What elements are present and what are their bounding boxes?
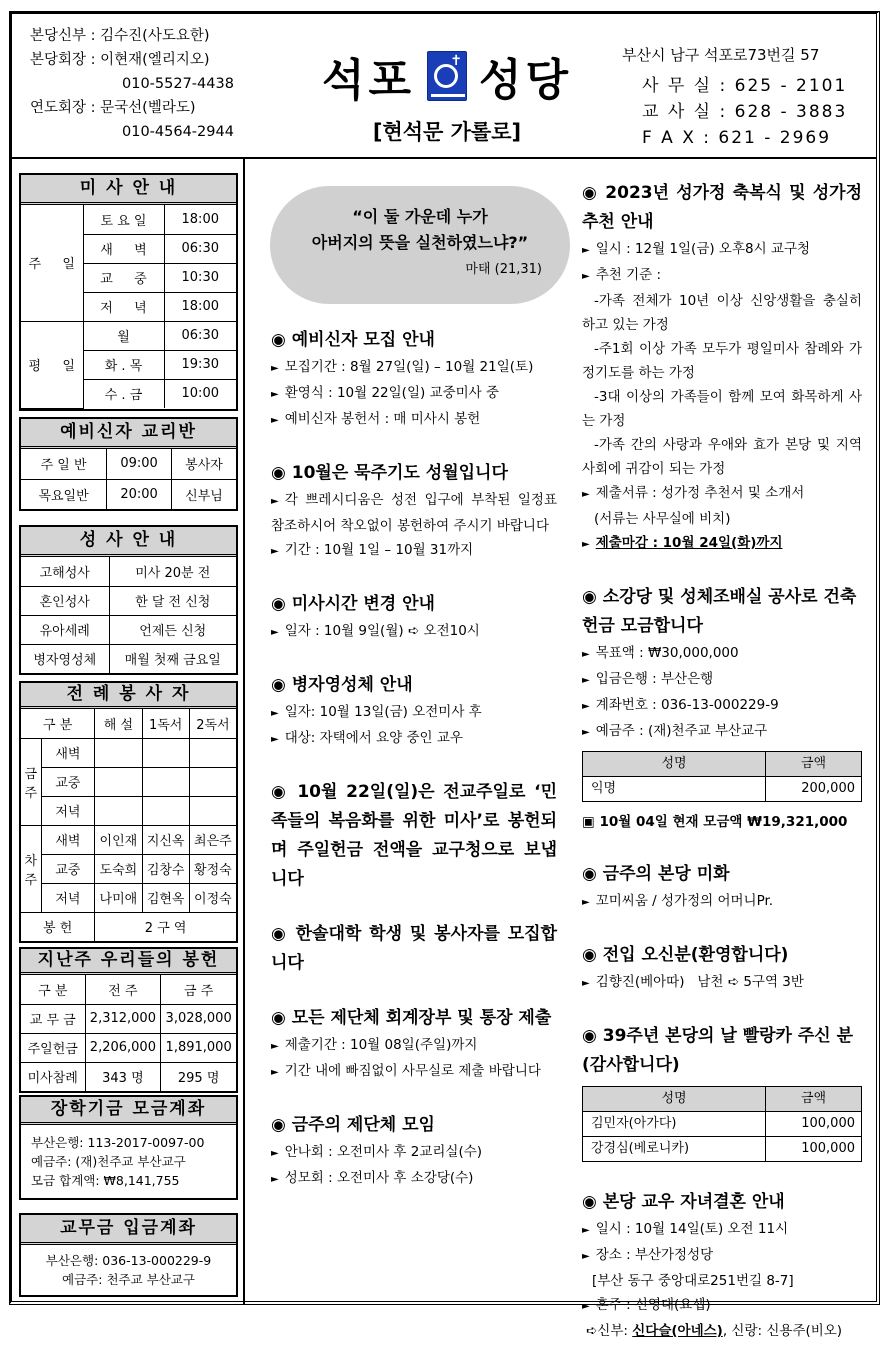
sacrament-info: 한 달 전 신청 (109, 586, 236, 615)
this-week-label: 금주 (21, 738, 41, 825)
sacrament-info: 미사 20분 전 (109, 557, 236, 586)
bullet-icon: ► (582, 1301, 590, 1312)
class-time: 09:00 (107, 449, 172, 479)
col-header: 성명 (583, 1087, 766, 1112)
bullet-icon: ► (582, 271, 590, 282)
section-title: ◉ 금주의 제단체 모임 (271, 1115, 435, 1135)
groom-name: , 신랑: 신용주(비오) (722, 1323, 843, 1339)
president-phone: 010-5527-4438 (122, 76, 234, 92)
announcement-section (271, 326, 557, 433)
item-text: 성모회 : 오전미사 후 소강당(수) (284, 1170, 474, 1186)
offerings-title: 지난주 우리들의 봉헌 (21, 949, 236, 975)
offering-name: 미사참례 (21, 1062, 85, 1091)
item-text: 대상: 자택에서 요양 중인 교우 (284, 730, 463, 746)
item-text: 각 쁘레시디움은 성전 입구에 부착된 일정표 참조하시어 착오없이 봉헌하여 주시기 바랍니다 (271, 492, 557, 534)
col-header: 성명 (583, 752, 766, 777)
reader-1: 김창수 (142, 854, 189, 883)
offering-curr: 3,028,000 (161, 1004, 236, 1033)
reader-1: 김현옥 (142, 883, 189, 912)
item-text: 일자: 10월 13일(금) 오전미사 후 (284, 704, 482, 720)
item-text: 환영식 : 10월 22일(일) 교중미사 중 (284, 385, 500, 401)
catechumen-table (21, 449, 236, 509)
criteria-item: -3대 이상의 가족들이 함께 모여 화목하게 사는 가정 (582, 389, 862, 429)
mass-time: 10:30 (164, 263, 236, 292)
reader-1 (142, 738, 189, 767)
offering-value: 2 구 역 (95, 912, 236, 941)
anniversary-donor-table (582, 1086, 862, 1162)
title-right: 성당 (479, 55, 573, 106)
quote-source: 마태 (21,31) (465, 262, 542, 277)
bullet-icon: ► (582, 489, 590, 500)
mass-time: 06:30 (164, 234, 236, 263)
section-title: ◉ 한솔대학 학생 및 봉사자를 모집합니다 (271, 924, 557, 973)
liturgy-title: 전 례 봉 사 자 (21, 683, 236, 709)
sacrament-name: 혼인성사 (21, 586, 109, 615)
address: 부산시 남구 석포로73번길 57 (622, 46, 820, 64)
bullet-icon: ► (582, 1251, 590, 1262)
middle-column (257, 174, 567, 1218)
section-title: ◉ 39주년 본당의 날 빨랑카 주신 분(감사합니다) (582, 1026, 854, 1075)
sacraments-box (19, 525, 238, 675)
building-fund-section (582, 583, 862, 834)
bulletin-frame (9, 11, 880, 1339)
commentator: 나미애 (95, 883, 142, 912)
mass-time: 18:00 (164, 292, 236, 321)
offering-curr: 1,891,000 (161, 1033, 236, 1062)
section-title: ◉ 전입 오신분(환영합니다) (582, 945, 789, 965)
sacrament-name: 고해성사 (21, 557, 109, 586)
bullet-icon: ► (271, 1041, 279, 1052)
dues-title: 교무금 입금계좌 (21, 1215, 236, 1245)
scholarship-title: 장학기금 모금계좌 (21, 1097, 236, 1125)
commentator (95, 767, 142, 796)
item-text: [부산 동구 중앙대로251번길 8-7] (592, 1273, 794, 1289)
reader-1: 지신옥 (142, 825, 189, 854)
offering-prev: 2,206,000 (85, 1033, 161, 1062)
col-header: 금액 (766, 1087, 862, 1112)
item-text: 예금주 : (재)천주교 부산교구 (595, 723, 768, 739)
quote-line-2: 아버지의 뜻을 실천하였느냐?” (311, 233, 529, 252)
criteria-item: -가족 전체가 10년 이상 신앙생활을 충실히 하고 있는 가정 (582, 293, 862, 333)
item-text: (서류는 사무실에 비치) (594, 511, 731, 527)
bullet-icon: ► (271, 627, 279, 638)
col-header: 전 주 (85, 975, 161, 1004)
mass-schedule-box (19, 173, 238, 411)
item-text: ➪신부: (586, 1323, 633, 1339)
mass-name: 수 . 금 (83, 379, 164, 408)
mass-name: 새벽 (41, 825, 95, 854)
class-teacher: 신부님 (172, 479, 236, 509)
class-teacher: 봉사자 (172, 449, 236, 479)
col-header: 해 설 (95, 709, 142, 738)
item-text: 혼주 : 신영대(요셉) (595, 1297, 711, 1313)
sacrament-info: 매월 첫째 금요일 (109, 644, 236, 673)
reader-2: 최은주 (189, 825, 236, 854)
deadline-text: 제출마감 : 10월 24일(화)까지 (595, 535, 783, 551)
commentator (95, 738, 142, 767)
announcement-section (271, 459, 557, 564)
fax-label: F A X : (642, 128, 711, 148)
bullet-icon: ► (271, 496, 279, 507)
criteria-item: -가족 간의 사랑과 우애와 효가 본당 및 지역사회에 귀감이 되는 가정 (582, 437, 862, 477)
item-text: 기간 내에 빠짐없이 사무실로 제출 바랍니다 (284, 1063, 541, 1079)
reader-2: 황정숙 (189, 854, 236, 883)
mass-name: 저녁 (41, 796, 95, 825)
mass-time: 19:30 (164, 350, 236, 379)
reader-1 (142, 796, 189, 825)
liturgy-box (19, 681, 238, 943)
section-title: ◉ 병자영성체 안내 (271, 675, 413, 695)
mass-name: 저녁 (41, 883, 95, 912)
announcement-section (271, 778, 557, 894)
holy-family-section (582, 179, 862, 557)
mass-time: 10:00 (164, 379, 236, 408)
col-header: 1독서 (142, 709, 189, 738)
col-header: 구 분 (21, 975, 85, 1004)
announcement-section (271, 590, 557, 645)
section-title: ◉ 소강당 및 성체조배실 공사로 건축헌금 모금합니다 (582, 587, 857, 636)
item-text: 꼬미씨움 / 성가정의 어머니Pr. (595, 893, 774, 909)
anniversary-section (582, 1022, 862, 1162)
next-week-label: 차주 (21, 825, 41, 912)
donor-name: 익명 (583, 777, 766, 802)
item-text: 입금은행 : 부산은행 (595, 671, 714, 687)
section-title: ◉ 예비신자 모집 안내 (271, 330, 435, 350)
right-column (582, 179, 862, 1369)
section-title: ◉ 10월은 묵주기도 성월입니다 (271, 463, 508, 483)
reader-1 (142, 767, 189, 796)
classroom-phone: 628 - 3883 (734, 102, 848, 122)
scripture-quote (270, 186, 570, 304)
mass-name: 토 요 일 (83, 205, 164, 234)
president-name: 이현재(엘리지오) (100, 52, 210, 68)
announcement-section (271, 1004, 557, 1085)
item-text: 일시 : 12월 1일(금) 오후8시 교구청 (595, 241, 811, 257)
item-text: 모집기간 : 8월 27일(일) – 10월 21일(토) (284, 359, 534, 375)
left-column (12, 159, 245, 1304)
donor-name: 김민자(아가다) (583, 1112, 766, 1137)
offering-name: 주일헌금 (21, 1033, 85, 1062)
office-label: 사 무 실 : (642, 76, 728, 96)
offerings-table (21, 975, 236, 1091)
dues-account: 부산은행: 036-13-000229-9 (45, 1253, 212, 1268)
bullet-icon: ► (271, 415, 279, 426)
offering-name: 교 무 금 (21, 1004, 85, 1033)
newcomers-section (582, 941, 862, 996)
section-title: ◉ 10월 22일(일)은 전교주일로 ‘민족들의 복음화를 위한 미사’로 봉헌되며 주일헌금 전액을 교구청으로 보냅니다 (271, 782, 557, 889)
mass-name: 새벽 (41, 738, 95, 767)
sacraments-table (21, 557, 236, 673)
section-title: ◉ 2023년 성가정 축복식 및 성가정 추천 안내 (582, 183, 862, 232)
announcement-list (257, 326, 557, 1192)
col-header: 2독서 (189, 709, 236, 738)
mass-schedule-table (21, 205, 236, 409)
item-text: 계좌번호 : 036-13-000229-9 (595, 697, 779, 713)
pastor-label: 본당신부 : (30, 28, 101, 44)
bullet-icon: ► (582, 245, 590, 256)
bullet-icon: ► (271, 1148, 279, 1159)
offering-curr: 295 명 (161, 1062, 236, 1091)
flowers-section (582, 860, 862, 915)
sunday-label: 주 일 (21, 205, 83, 321)
section-title: ◉ 미사시간 변경 안내 (271, 594, 435, 614)
dues-box (19, 1213, 238, 1297)
catechumen-box (19, 417, 238, 511)
classroom-label: 교 사 실 : (642, 102, 728, 122)
sacrament-info: 언제든 신청 (109, 615, 236, 644)
weekday-label: 평 일 (21, 321, 83, 408)
parish-title-block (312, 44, 582, 146)
scholarship-total: 모금 합계액: ₩8,141,755 (31, 1173, 180, 1188)
mass-name: 새 벽 (83, 234, 164, 263)
pastor-name: 김수진(사도요한) (100, 28, 210, 44)
memorial-label: 연도회장 : (30, 100, 101, 116)
scholarship-holder: 예금주: (재)천주교 부산교구 (31, 1154, 186, 1169)
mass-time: 18:00 (164, 205, 236, 234)
sacrament-name: 병자영성체 (21, 644, 109, 673)
president-label: 본당회장 : (30, 52, 101, 68)
bulletin-header (12, 14, 876, 159)
bullet-icon: ► (271, 1174, 279, 1185)
item-text: 목표액 : ₩30,000,000 (595, 645, 739, 661)
mass-name: 저 녁 (83, 292, 164, 321)
item-text: 제출기간 : 10월 08일(주일)까지 (284, 1037, 478, 1053)
item-text: 장소 : 부산가정성당 (595, 1247, 714, 1263)
bullet-icon: ► (582, 649, 590, 660)
col-header: 금 주 (161, 975, 236, 1004)
commentator: 이인재 (95, 825, 142, 854)
bullet-icon: ► (271, 389, 279, 400)
offering-prev: 2,312,000 (85, 1004, 161, 1033)
bullet-icon: ► (582, 1225, 590, 1236)
section-title: ◉ 모든 제단체 회계장부 및 통장 제출 (271, 1008, 552, 1028)
announcement-section (271, 1111, 557, 1192)
scholarship-box (19, 1095, 238, 1200)
scholarship-account: 부산은행: 113-2017-0097-00 (31, 1135, 205, 1150)
memorial-name: 문국선(벨라도) (100, 100, 196, 116)
donor-amount: 100,000 (766, 1137, 862, 1162)
church-logo-icon: ✝ (427, 51, 467, 101)
item-text: 예비신자 봉헌서 : 매 미사시 봉헌 (284, 411, 481, 427)
offerings-box (19, 947, 238, 1093)
sacraments-title: 성 사 안 내 (21, 527, 236, 557)
bullet-icon: ► (271, 546, 279, 557)
criteria-item: -주1회 이상 가족 모두가 평일미사 참례와 가정기도를 하는 가정 (582, 341, 862, 381)
building-donor-table (582, 751, 862, 802)
bullet-icon: ► (582, 897, 590, 908)
donor-name: 강경심(베로니카) (583, 1137, 766, 1162)
commentator (95, 796, 142, 825)
section-title: ◉ 금주의 본당 미화 (582, 864, 730, 884)
bullet-icon: ► (582, 727, 590, 738)
dues-holder: 예금주: 천주교 부산교구 (62, 1272, 195, 1287)
mass-name: 화 . 목 (83, 350, 164, 379)
bullet-icon: ► (271, 363, 279, 374)
contact-info (622, 44, 847, 151)
mass-schedule-title: 미 사 안 내 (21, 175, 236, 205)
item-text: 제출서류 : 성가정 추천서 및 소개서 (595, 485, 805, 501)
donor-amount: 100,000 (766, 1112, 862, 1137)
reader-2 (189, 738, 236, 767)
title-left: 석포 (321, 55, 415, 106)
mass-name: 월 (83, 321, 164, 350)
offering-label: 봉 헌 (21, 912, 95, 941)
mass-time: 06:30 (164, 321, 236, 350)
donor-amount: 200,000 (766, 777, 862, 802)
announcement-section (271, 920, 557, 978)
item-text: 일시 : 10월 14일(토) 오전 11시 (595, 1221, 789, 1237)
item-text: 일자 : 10월 9일(월) ➪ 오전10시 (284, 623, 480, 639)
mass-name: 교중 (41, 854, 95, 883)
bullet-icon: ► (271, 1067, 279, 1078)
col-header: 금액 (766, 752, 862, 777)
bullet-icon: ► (582, 978, 590, 989)
reader-2 (189, 767, 236, 796)
fund-total: ▣ 10월 04일 현재 모금액 ₩19,321,000 (582, 814, 848, 830)
catechumen-title: 예비신자 교리반 (21, 419, 236, 449)
bullet-icon: ► (271, 708, 279, 719)
bullet-icon: ► (582, 701, 590, 712)
col-header: 구 분 (21, 709, 95, 738)
wedding-section (582, 1188, 862, 1343)
bullet-icon: ► (582, 539, 590, 550)
item-text: 김향진(베아따) 남천 ➪ 5구역 3반 (595, 974, 804, 990)
bride-name: 신다슬(아네스) (632, 1323, 723, 1339)
item-text: 추천 기준 : (595, 267, 661, 283)
item-text: 기간 : 10월 1일 – 10월 31까지 (284, 542, 474, 558)
reader-2 (189, 796, 236, 825)
quote-line-1: “이 둘 가운데 누가 (352, 207, 488, 226)
class-time: 20:00 (107, 479, 172, 509)
bullet-icon: ► (271, 734, 279, 745)
class-name: 주 일 반 (21, 449, 107, 479)
commentator: 도숙희 (95, 854, 142, 883)
announcement-section (271, 671, 557, 752)
clergy-info (30, 24, 234, 144)
patron-subtitle: [현석문 가롤로] (372, 120, 522, 144)
bullet-icon: ► (582, 675, 590, 686)
sacrament-name: 유아세례 (21, 615, 109, 644)
memorial-phone: 010-4564-2944 (122, 124, 234, 140)
office-phone: 625 - 2101 (734, 76, 848, 96)
section-title: ◉ 본당 교우 자녀결혼 안내 (582, 1192, 785, 1212)
liturgy-table (21, 709, 236, 941)
mass-name: 교 중 (83, 263, 164, 292)
class-name: 목요일반 (21, 479, 107, 509)
offering-prev: 343 명 (85, 1062, 161, 1091)
reader-2: 이정숙 (189, 883, 236, 912)
item-text: 안나회 : 오전미사 후 2교리실(수) (284, 1144, 483, 1160)
fax-number: 621 - 2969 (718, 128, 832, 148)
mass-name: 교중 (41, 767, 95, 796)
